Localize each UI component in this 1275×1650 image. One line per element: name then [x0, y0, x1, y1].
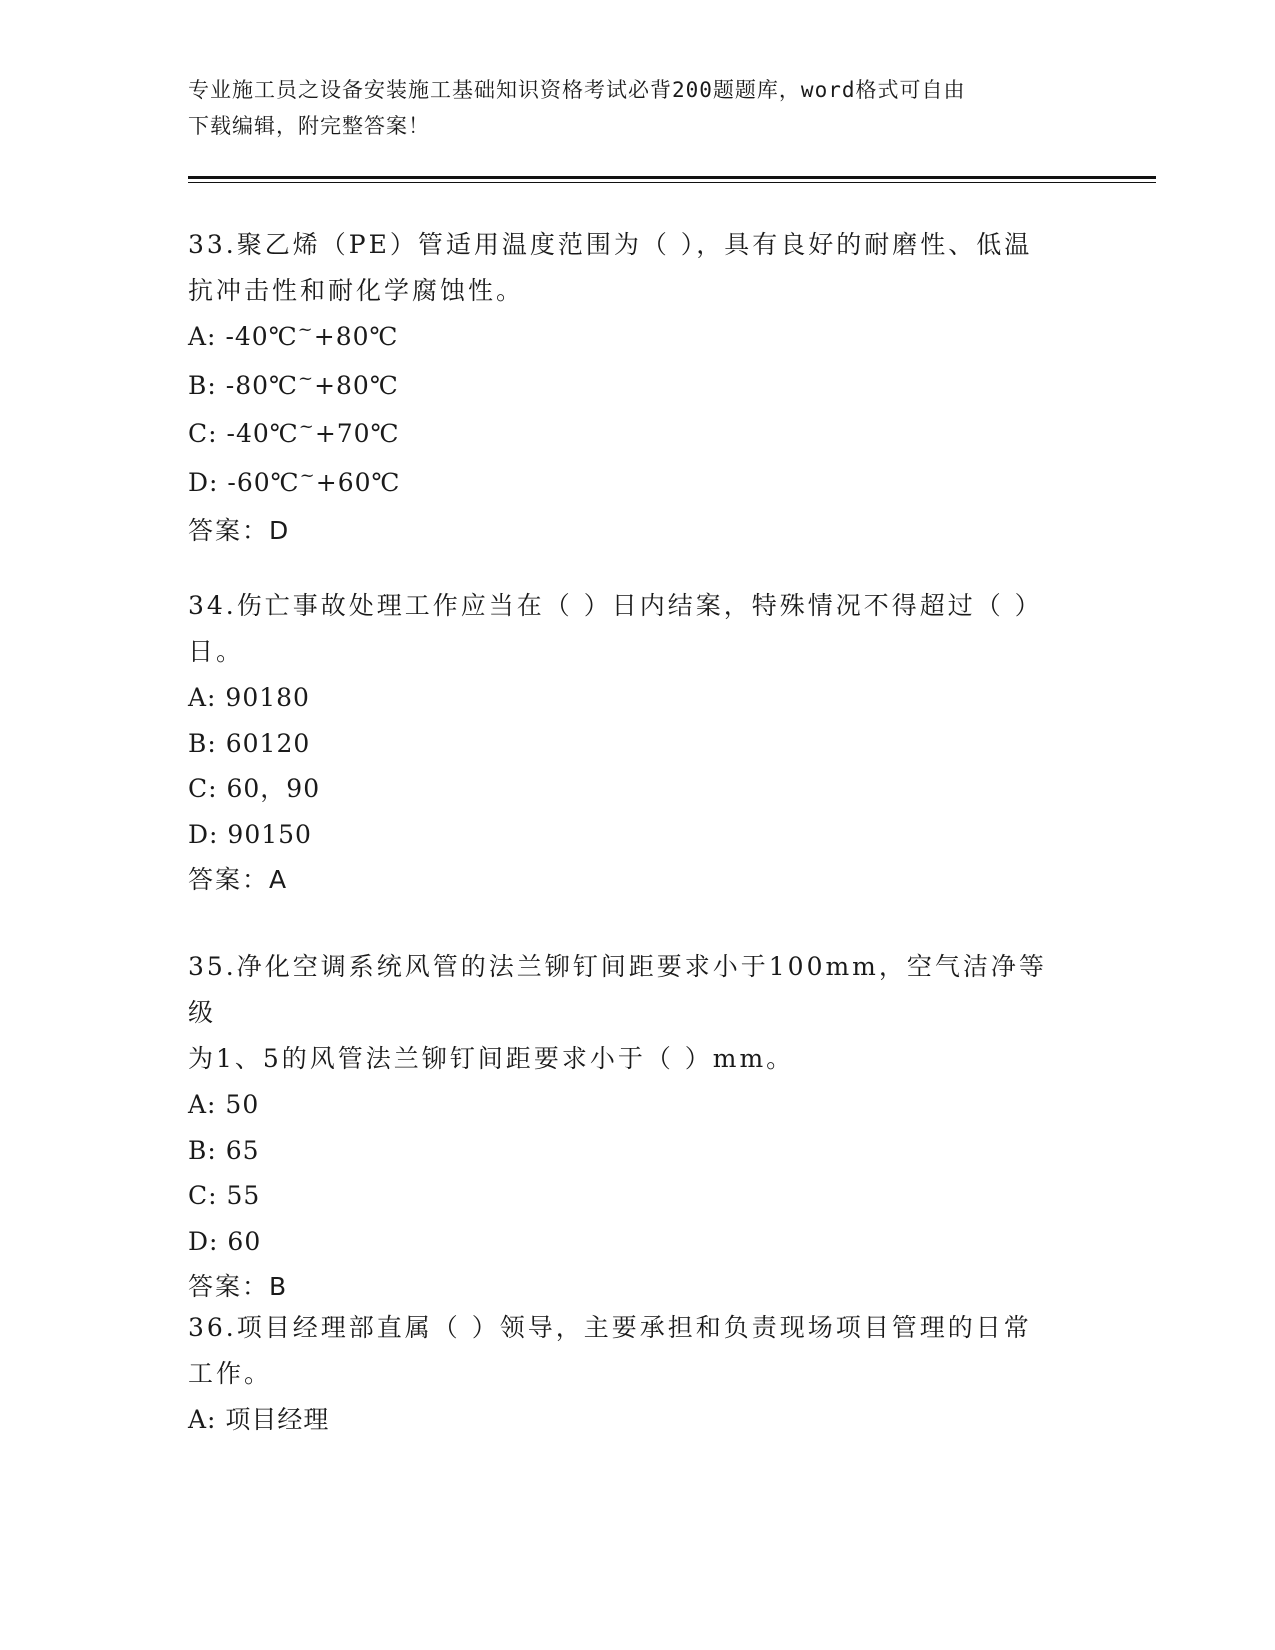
option-a: A: 50	[188, 1090, 260, 1119]
range-high: +70℃	[314, 419, 400, 448]
question-stem-line-1: 35.净化空调系统风管的法兰铆钉间距要求小于100mm，空气洁净等级	[188, 952, 1047, 1027]
option-d	[188, 460, 1068, 509]
question-33	[188, 222, 1068, 554]
header-divider-thin	[188, 182, 1156, 183]
option-b: B: 65	[188, 1135, 260, 1165]
option-prefix: B:	[188, 370, 226, 400]
range-low: -40℃	[226, 419, 299, 448]
option-c: C: 55	[188, 1181, 261, 1210]
answer-label: 答案：D	[188, 516, 291, 545]
question-stem-line-2: 为1、5的风管法兰铆钉间距要求小于（ ）mm。	[188, 1044, 795, 1073]
header-divider-thick	[188, 176, 1156, 179]
option-c	[188, 411, 1068, 460]
range-low: -40℃	[225, 322, 298, 351]
range-low: -60℃	[227, 467, 300, 497]
document-header	[188, 72, 1068, 144]
option-d: D: 60	[188, 1226, 262, 1256]
tilde-symbol: ~	[297, 367, 315, 389]
question-34	[188, 583, 1068, 903]
option-c: C: 60，90	[188, 774, 321, 803]
answer-label: 答案：B	[188, 1272, 289, 1301]
question-stem-line-2: 日。	[188, 637, 245, 666]
question-35	[188, 944, 1068, 1310]
header-line-1: 专业施工员之设备安装施工基础知识资格考试必背200题题库，word格式可自由	[188, 78, 966, 102]
question-stem-line-1: 34.伤亡事故处理工作应当在（ ）日内结案，特殊情况不得超过（ ）	[188, 591, 1043, 620]
question-stem-line-2: 抗冲击性和耐化学腐蚀性。	[188, 276, 525, 305]
option-b	[188, 363, 1068, 412]
question-stem-line-1: 36.项目经理部直属（ ）领导，主要承担和负责现场项目管理的日常	[188, 1313, 1032, 1342]
range-high: +80℃	[314, 370, 399, 400]
question-stem-line-1: 33.聚乙烯（PE）管适用温度范围为（ ），具有良好的耐磨性、低温	[188, 230, 1033, 259]
option-a: A: 90180	[188, 683, 310, 712]
question-stem-line-2: 工作。	[188, 1359, 273, 1388]
header-line-2: 下载编辑，附完整答案！	[188, 114, 430, 138]
range-low: -80℃	[225, 370, 298, 400]
tilde-symbol: ~	[299, 464, 316, 486]
tilde-symbol: ~	[297, 319, 314, 340]
range-high: +60℃	[315, 467, 401, 497]
option-d: D: 90150	[188, 819, 312, 849]
option-b: B: 60120	[188, 728, 311, 758]
range-high: +80℃	[313, 322, 399, 351]
option-prefix: A:	[188, 322, 226, 351]
option-a	[188, 314, 1068, 363]
answer-label: 答案：A	[188, 865, 289, 894]
option-prefix: C:	[188, 419, 227, 448]
tilde-symbol: ~	[298, 416, 315, 437]
option-a: A: 项目经理	[188, 1405, 330, 1434]
question-36	[188, 1305, 1068, 1443]
option-prefix: D:	[188, 467, 228, 497]
